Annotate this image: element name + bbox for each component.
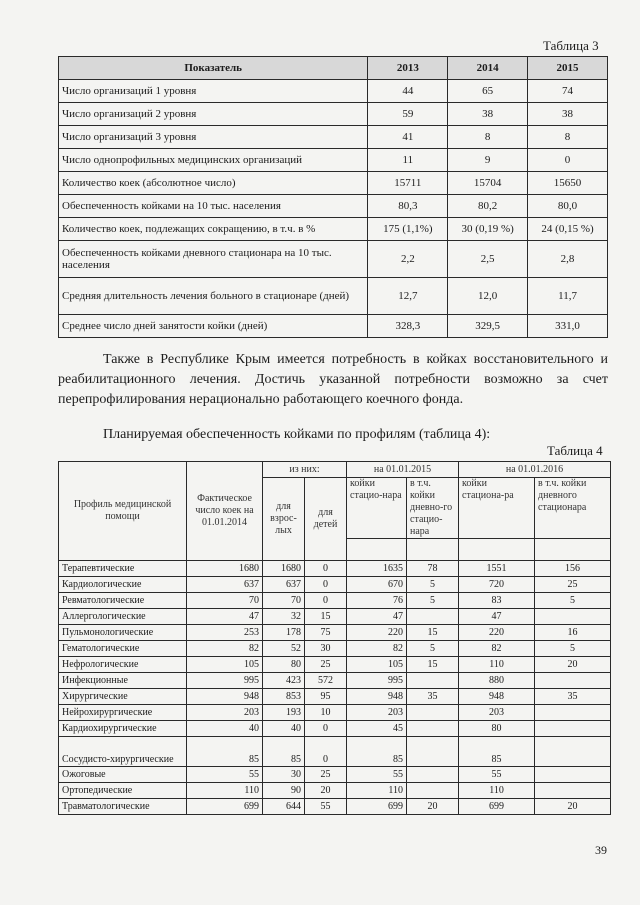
table4-value-cell: 78 <box>407 561 459 577</box>
table3-value-cell: 30 (0,19 %) <box>448 218 528 241</box>
paragraph-bed-need: Также в Республике Крым имеется потребность в койках восстановительного и реабилитационного лечения. Достичь указанной потребности возможно за счет перепрофилирования нерационально работающего коечного фонда. <box>58 352 608 407</box>
table3-row <box>59 195 608 218</box>
table4-value-cell: 193 <box>263 705 305 721</box>
table4-value-cell: 0 <box>305 737 347 767</box>
table4-value-cell: 40 <box>263 721 305 737</box>
table4-value-cell: 220 <box>459 625 535 641</box>
table4-value-cell: 572 <box>305 673 347 689</box>
table4-row <box>59 609 611 625</box>
table4-value-cell: 699 <box>187 799 263 815</box>
table4-value-cell: 47 <box>347 609 407 625</box>
table3-value-cell: 15711 <box>368 172 448 195</box>
table4-value-cell: 35 <box>535 689 611 705</box>
table3-row <box>59 172 608 195</box>
table4-value-cell: 0 <box>305 721 347 737</box>
table3-value-cell: 8 <box>448 126 528 149</box>
table4-row <box>59 721 611 737</box>
table4-value-cell <box>407 609 459 625</box>
table3-value-cell: 329,5 <box>448 315 528 338</box>
table3-indicator-cell: Количество коек, подлежащих сокращению, в т.ч. в % <box>59 218 368 241</box>
table4-caption: Таблица 4 <box>547 443 603 458</box>
table4-value-cell <box>535 705 611 721</box>
table3-value-cell: 175 (1,1%) <box>368 218 448 241</box>
table4-row <box>59 625 611 641</box>
table4-value-cell: 5 <box>407 641 459 657</box>
table4-value-cell: 156 <box>535 561 611 577</box>
table4-value-cell: 995 <box>187 673 263 689</box>
table4-value-cell: 203 <box>187 705 263 721</box>
table4-row <box>59 689 611 705</box>
table4-value-cell: 25 <box>535 577 611 593</box>
table4-profile-cell: Ожоговые <box>59 767 187 783</box>
table4-value-cell: 105 <box>347 657 407 673</box>
table4-value-cell: 105 <box>187 657 263 673</box>
table4-value-cell: 16 <box>535 625 611 641</box>
table4-value-cell: 853 <box>263 689 305 705</box>
table3-indicator-cell: Число организаций 2 уровня <box>59 103 368 126</box>
table3-value-cell: 2,2 <box>368 241 448 278</box>
table4-header-actual: Фактическое число коек на 01.01.2014 <box>187 462 263 561</box>
table4-value-cell: 25 <box>305 767 347 783</box>
table4-value-cell: 203 <box>459 705 535 721</box>
table3-value-cell: 15650 <box>528 172 608 195</box>
table4-value-cell: 35 <box>407 689 459 705</box>
table4-value-cell: 90 <box>263 783 305 799</box>
table4-profile-cell: Травматологические <box>59 799 187 815</box>
table4-profile-cell: Пульмонологические <box>59 625 187 641</box>
table4-value-cell: 5 <box>407 593 459 609</box>
table4-value-cell: 20 <box>535 799 611 815</box>
table4-value-cell: 5 <box>407 577 459 593</box>
table3-indicator-cell: Средняя длительность лечения больного в стационаре (дней) <box>59 278 368 315</box>
table4-profile-cell: Нейрохирургические <box>59 705 187 721</box>
table4-row <box>59 577 611 593</box>
table4-value-cell: 110 <box>459 657 535 673</box>
table3-value-cell: 2,5 <box>448 241 528 278</box>
table4-value-cell: 85 <box>263 737 305 767</box>
table3-value-cell: 8 <box>528 126 608 149</box>
table3-body <box>59 80 608 338</box>
table4-value-cell: 25 <box>305 657 347 673</box>
table4-value-cell: 80 <box>459 721 535 737</box>
table4-value-cell: 110 <box>347 783 407 799</box>
table4-value-cell: 20 <box>535 657 611 673</box>
table3-row <box>59 80 608 103</box>
table4-value-cell: 1635 <box>347 561 407 577</box>
table4-value-cell: 52 <box>263 641 305 657</box>
table4 <box>58 461 611 815</box>
table3-header-indicator: Показатель <box>59 57 368 80</box>
table3-value-cell: 80,2 <box>448 195 528 218</box>
table3-row <box>59 241 608 278</box>
table4-value-cell <box>535 673 611 689</box>
table3-indicator-cell: Обеспеченность койками дневного стационара на 10 тыс. населения <box>59 241 368 278</box>
table4-value-cell: 70 <box>263 593 305 609</box>
table4-value-cell <box>535 721 611 737</box>
table4-value-cell <box>535 737 611 767</box>
table4-header-day-2016: в т.ч. койки дневного стационара <box>535 478 611 539</box>
table4-value-cell: 880 <box>459 673 535 689</box>
table4-header-2015: на 01.01.2015 <box>347 462 459 478</box>
table4-value-cell: 1680 <box>187 561 263 577</box>
table3-header-row <box>59 57 608 80</box>
table4-row <box>59 783 611 799</box>
table4-value-cell: 55 <box>305 799 347 815</box>
table4-value-cell: 20 <box>407 799 459 815</box>
table4-value-cell <box>407 673 459 689</box>
table4-value-cell: 15 <box>407 625 459 641</box>
table4-header-empty <box>459 539 535 561</box>
table4-header-of-them: из них: <box>263 462 347 478</box>
table3-value-cell: 12,7 <box>368 278 448 315</box>
table4-value-cell: 720 <box>459 577 535 593</box>
table3-value-cell: 38 <box>528 103 608 126</box>
table4-value-cell: 75 <box>305 625 347 641</box>
table4-row <box>59 593 611 609</box>
table4-value-cell: 699 <box>459 799 535 815</box>
table4-value-cell: 76 <box>347 593 407 609</box>
table3-value-cell: 80,3 <box>368 195 448 218</box>
table3-header-2013: 2013 <box>368 57 448 80</box>
table4-profile-cell: Ревматологические <box>59 593 187 609</box>
table3-value-cell: 9 <box>448 149 528 172</box>
table4-profile-cell: Нефрологические <box>59 657 187 673</box>
table3-value-cell: 11,7 <box>528 278 608 315</box>
table4-value-cell: 423 <box>263 673 305 689</box>
table4-value-cell: 995 <box>347 673 407 689</box>
table4-value-cell: 178 <box>263 625 305 641</box>
table4-value-cell: 95 <box>305 689 347 705</box>
table4-value-cell: 670 <box>347 577 407 593</box>
table4-value-cell: 1680 <box>263 561 305 577</box>
table4-value-cell: 948 <box>187 689 263 705</box>
table3-row <box>59 315 608 338</box>
table4-value-cell: 30 <box>305 641 347 657</box>
table4-value-cell: 85 <box>347 737 407 767</box>
table3-value-cell: 80,0 <box>528 195 608 218</box>
table3-indicator-cell: Количество коек (абсолютное число) <box>59 172 368 195</box>
table4-profile-cell: Ортопедические <box>59 783 187 799</box>
table3-value-cell: 0 <box>528 149 608 172</box>
table3-caption: Таблица 3 <box>543 38 599 53</box>
table4-value-cell <box>535 767 611 783</box>
table3-row <box>59 218 608 241</box>
table3 <box>58 56 608 338</box>
table3-row <box>59 126 608 149</box>
table4-value-cell: 203 <box>347 705 407 721</box>
table3-value-cell: 12,0 <box>448 278 528 315</box>
table4-profile-cell: Кардиологические <box>59 577 187 593</box>
table4-value-cell: 82 <box>187 641 263 657</box>
table4-value-cell: 0 <box>305 577 347 593</box>
table3-value-cell: 15704 <box>448 172 528 195</box>
table4-header-children: для детей <box>305 478 347 561</box>
table4-header-beds-2016: койки стациона-ра <box>459 478 535 539</box>
table4-profile-cell: Терапевтические <box>59 561 187 577</box>
table4-row <box>59 641 611 657</box>
table4-value-cell: 20 <box>305 783 347 799</box>
table4-value-cell: 0 <box>305 561 347 577</box>
table4-value-cell: 55 <box>187 767 263 783</box>
table4-value-cell: 40 <box>187 721 263 737</box>
table4-value-cell <box>407 783 459 799</box>
table4-profile-cell: Аллергологические <box>59 609 187 625</box>
table4-header-day-2015: в т.ч. койки дневно-го стацио-нара <box>407 478 459 539</box>
table3-value-cell: 38 <box>448 103 528 126</box>
table4-header-adults: для взрос-лых <box>263 478 305 561</box>
table4-value-cell <box>535 609 611 625</box>
table3-indicator-cell: Обеспеченность койками на 10 тыс. населения <box>59 195 368 218</box>
table3-value-cell: 41 <box>368 126 448 149</box>
table4-profile-cell: Сосудисто-хирургические <box>59 737 187 767</box>
table4-row <box>59 799 611 815</box>
table4-value-cell <box>535 783 611 799</box>
table4-value-cell: 110 <box>459 783 535 799</box>
table3-indicator-cell: Число организаций 1 уровня <box>59 80 368 103</box>
table4-header-profile: Профиль медицинской помощи <box>59 462 187 561</box>
table4-value-cell: 32 <box>263 609 305 625</box>
table4-header-row-1 <box>59 462 611 478</box>
table4-profile-cell: Гематологические <box>59 641 187 657</box>
table3-value-cell: 59 <box>368 103 448 126</box>
table4-row <box>59 657 611 673</box>
table4-value-cell: 5 <box>535 641 611 657</box>
table3-value-cell: 65 <box>448 80 528 103</box>
table4-value-cell: 82 <box>459 641 535 657</box>
table4-value-cell <box>407 737 459 767</box>
table4-value-cell: 5 <box>535 593 611 609</box>
table3-value-cell: 24 (0,15 %) <box>528 218 608 241</box>
table4-value-cell: 110 <box>187 783 263 799</box>
table3-header-2014: 2014 <box>448 57 528 80</box>
table4-header-beds-2015: койки стацио-нара <box>347 478 407 539</box>
table3-row <box>59 149 608 172</box>
table4-profile-cell: Кардиохирургические <box>59 721 187 737</box>
table4-row <box>59 705 611 721</box>
table4-header-empty <box>407 539 459 561</box>
table4-header-empty <box>535 539 611 561</box>
table4-value-cell: 47 <box>187 609 263 625</box>
table3-value-cell: 74 <box>528 80 608 103</box>
table4-value-cell: 644 <box>263 799 305 815</box>
table3-row <box>59 103 608 126</box>
table4-value-cell: 85 <box>187 737 263 767</box>
table3-indicator-cell: Среднее число дней занятости койки (дней) <box>59 315 368 338</box>
table4-value-cell: 0 <box>305 593 347 609</box>
table4-value-cell <box>407 767 459 783</box>
table4-value-cell: 15 <box>407 657 459 673</box>
table3-value-cell: 2,8 <box>528 241 608 278</box>
table4-value-cell <box>407 705 459 721</box>
table4-value-cell: 30 <box>263 767 305 783</box>
table3-header-2015: 2015 <box>528 57 608 80</box>
table3-indicator-cell: Число однопрофильных медицинских организаций <box>59 149 368 172</box>
table4-value-cell: 948 <box>459 689 535 705</box>
table3-value-cell: 44 <box>368 80 448 103</box>
table3-row <box>59 278 608 315</box>
table4-value-cell: 55 <box>347 767 407 783</box>
table4-value-cell: 10 <box>305 705 347 721</box>
table4-row <box>59 767 611 783</box>
table4-header-2016: на 01.01.2016 <box>459 462 611 478</box>
paragraph-table4-intro: Планируемая обеспеченность койками по профилям (таблица 4): <box>103 427 491 442</box>
table4-value-cell: 637 <box>263 577 305 593</box>
table4-value-cell: 82 <box>347 641 407 657</box>
table4-value-cell: 699 <box>347 799 407 815</box>
table4-value-cell: 45 <box>347 721 407 737</box>
table4-value-cell: 1551 <box>459 561 535 577</box>
table4-value-cell: 15 <box>305 609 347 625</box>
table4-value-cell <box>407 721 459 737</box>
table4-value-cell: 55 <box>459 767 535 783</box>
table4-value-cell: 220 <box>347 625 407 641</box>
table3-indicator-cell: Число организаций 3 уровня <box>59 126 368 149</box>
page-number: 39 <box>595 843 607 857</box>
table4-row <box>59 561 611 577</box>
table4-row <box>59 737 611 767</box>
table4-profile-cell: Хирургические <box>59 689 187 705</box>
table4-profile-cell: Инфекционные <box>59 673 187 689</box>
table4-value-cell: 637 <box>187 577 263 593</box>
table3-value-cell: 328,3 <box>368 315 448 338</box>
table4-value-cell: 948 <box>347 689 407 705</box>
table3-value-cell: 331,0 <box>528 315 608 338</box>
table3-value-cell: 11 <box>368 149 448 172</box>
table4-value-cell: 83 <box>459 593 535 609</box>
table4-value-cell: 85 <box>459 737 535 767</box>
table4-value-cell: 70 <box>187 593 263 609</box>
table4-value-cell: 80 <box>263 657 305 673</box>
table4-value-cell: 47 <box>459 609 535 625</box>
table4-value-cell: 253 <box>187 625 263 641</box>
table4-header-empty <box>347 539 407 561</box>
table4-body <box>59 561 611 815</box>
table4-row <box>59 673 611 689</box>
